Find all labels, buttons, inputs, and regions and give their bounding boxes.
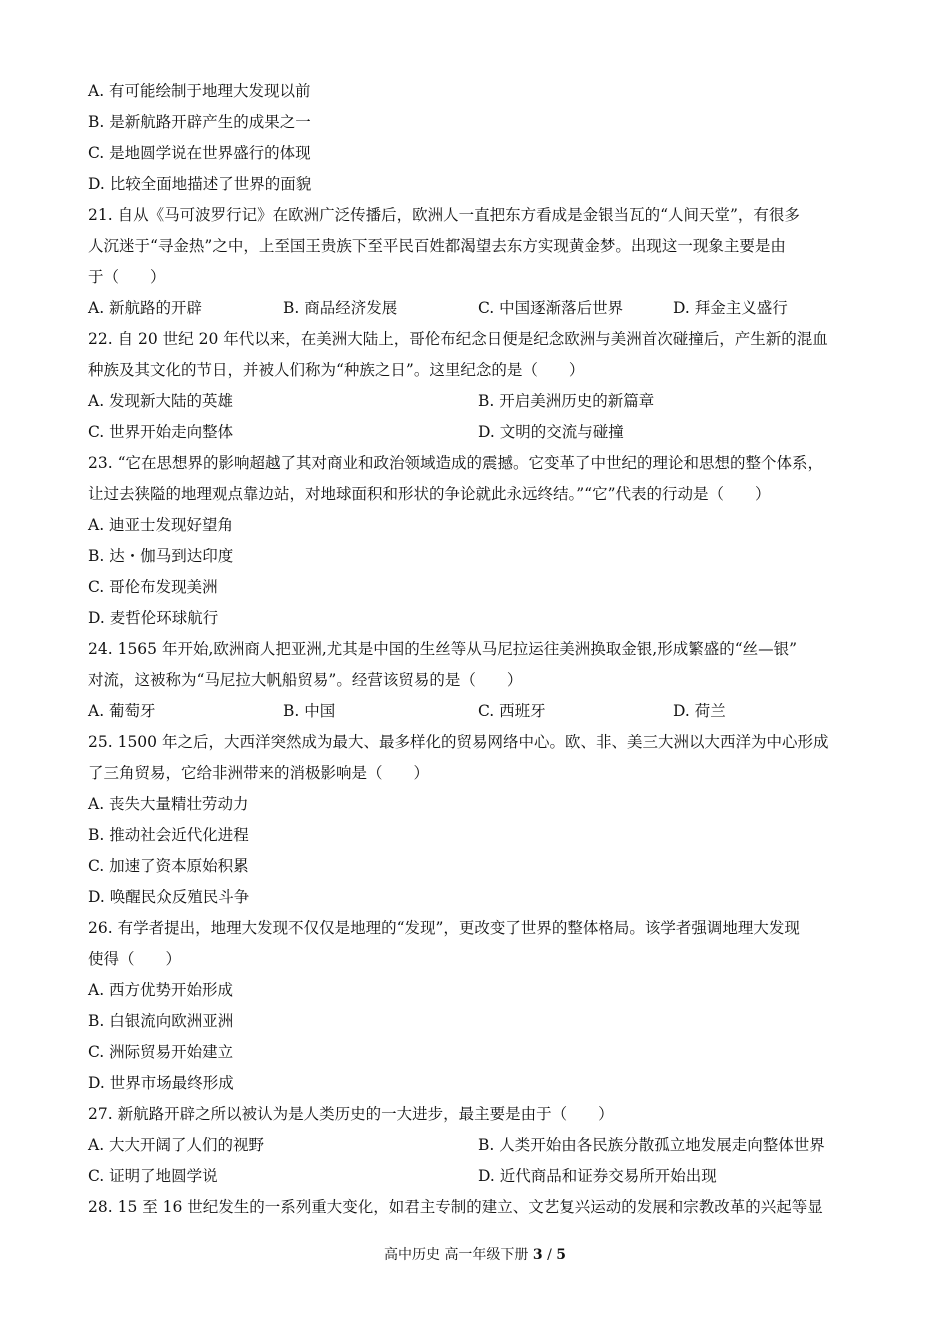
question-stem-line: 人沉迷于“寻金热”之中，上至国王贵族下至平民百姓都渴望去东方实现黄金梦。出现这一现象主要是由 (88, 237, 786, 255)
footer-subject: 高中历史 (383, 1247, 440, 1263)
question-24 (88, 634, 868, 727)
option-c: C. 哥伦布发现美洲 (88, 578, 218, 596)
option-a: A. 发现新大陆的英雄 (88, 392, 234, 410)
options-row (88, 386, 868, 417)
option-d: D. 近代商品和证券交易所开始出现 (478, 1167, 717, 1185)
question-stem-line: 对流，这被称为“马尼拉大帆船贸易”。经营该贸易的是（ ） (88, 671, 523, 689)
options-row (88, 293, 868, 324)
question-stem-line: 种族及其文化的节日，并被人们称为“种族之日”。这里纪念的是（ ） (88, 361, 585, 379)
option-d: D. 世界市场最终形成 (88, 1074, 234, 1092)
option-d: D. 文明的交流与碰撞 (478, 423, 624, 441)
option-d: D. 拜金主义盛行 (673, 299, 788, 317)
question-stem-line: 22. 自 20 世纪 20 年代以来，在美洲大陆上，哥伦布纪念日便是纪念欧洲与美洲首次碰撞后，产生新的混血 (88, 330, 828, 348)
question-25 (88, 727, 868, 913)
exam-page (88, 76, 868, 1223)
footer-separator: / (547, 1247, 552, 1263)
question-stem-line: 于（ ） (88, 268, 166, 286)
option-c: C. 中国逐渐落后世界 (478, 299, 624, 317)
option-a: A. 大大开阔了人们的视野 (88, 1136, 265, 1154)
question-27 (88, 1099, 868, 1192)
page-footer (0, 1244, 950, 1264)
options-row (88, 417, 868, 448)
question-26 (88, 913, 868, 1099)
option-b: B. 人类开始由各民族分散孤立地发展走向整体世界 (478, 1136, 825, 1154)
question-stem-line: 25. 1500 年之后，大西洋突然成为最大、最多样化的贸易网络中心。欧、非、美三大洲以大西洋为中心形成 (88, 733, 829, 751)
option-d: D. 荷兰 (673, 702, 726, 720)
option-b: B. 中国 (283, 702, 336, 720)
option-a: A. 迪亚士发现好望角 (88, 516, 234, 534)
question-stem-line: 24. 1565 年开始,欧洲商人把亚洲,尤其是中国的生丝等从马尼拉运往美洲换取金银,形成繁盛的“丝—银” (88, 640, 798, 658)
footer-page-number: 3 (532, 1247, 543, 1263)
option-a: A. 葡萄牙 (88, 702, 156, 720)
question-stem-line: 27. 新航路开辟之所以被认为是人类历史的一大进步，最主要是由于（ ） (88, 1105, 614, 1123)
option-d: D. 唤醒民众反殖民斗争 (88, 888, 250, 906)
question-stem-line: 23. “它在思想界的影响超越了其对商业和政治领域造成的震撼。它变革了中世纪的理论和思想的整个体系， (88, 454, 824, 472)
option-d: D. 比较全面地描述了世界的面貌 (88, 175, 312, 193)
option-a: A. 西方优势开始形成 (88, 981, 234, 999)
question-28 (88, 1192, 868, 1223)
option-a: A. 有可能绘制于地理大发现以前 (88, 82, 311, 100)
option-c: C. 洲际贸易开始建立 (88, 1043, 234, 1061)
option-b: B. 开启美洲历史的新篇章 (478, 392, 655, 410)
option-d: D. 麦哲伦环球航行 (88, 609, 219, 627)
options-row (88, 1161, 868, 1192)
question-21 (88, 200, 868, 324)
option-a: A. 丧失大量精壮劳动力 (88, 795, 249, 813)
question-22 (88, 324, 868, 448)
options-row (88, 696, 868, 727)
option-c: C. 世界开始走向整体 (88, 423, 234, 441)
footer-page-total: 5 (556, 1247, 567, 1263)
footer-grade: 高一年级下册 (444, 1247, 529, 1263)
option-b: B. 商品经济发展 (283, 299, 398, 317)
option-b: B. 达・伽马到达印度 (88, 547, 234, 565)
question-stem-line: 使得（ ） (88, 950, 182, 968)
option-c: C. 西班牙 (478, 702, 546, 720)
option-b: B. 是新航路开辟产生的成果之一 (88, 113, 311, 131)
option-b: B. 推动社会近代化进程 (88, 826, 249, 844)
question-stem-line: 21. 自从《马可波罗行记》在欧洲广泛传播后，欧洲人一直把东方看成是金银当瓦的“人间天堂”，有很多 (88, 206, 800, 224)
question-stem-line: 了三角贸易，它给非洲带来的消极影响是（ ） (88, 764, 430, 782)
option-c: C. 是地圆学说在世界盛行的体现 (88, 144, 311, 162)
question-stem-line: 26. 有学者提出，地理大发现不仅仅是地理的“发现”，更改变了世界的整体格局。该学者强调地理大发现 (88, 919, 800, 937)
options-row (88, 1130, 868, 1161)
option-c: C. 加速了资本原始积累 (88, 857, 249, 875)
option-b: B. 白银流向欧洲亚洲 (88, 1012, 234, 1030)
option-c: C. 证明了地圆学说 (88, 1167, 218, 1185)
option-a: A. 新航路的开辟 (88, 299, 203, 317)
question-23 (88, 448, 868, 634)
question-stem-line: 28. 15 至 16 世纪发生的一系列重大变化，如君主专制的建立、文艺复兴运动的发展和宗教改革的兴起等显 (88, 1198, 823, 1216)
question-stem-line: 让过去狭隘的地理观点靠边站，对地球面积和形状的争论就此永远终结。”“它”代表的行动是（ ） (88, 485, 771, 503)
